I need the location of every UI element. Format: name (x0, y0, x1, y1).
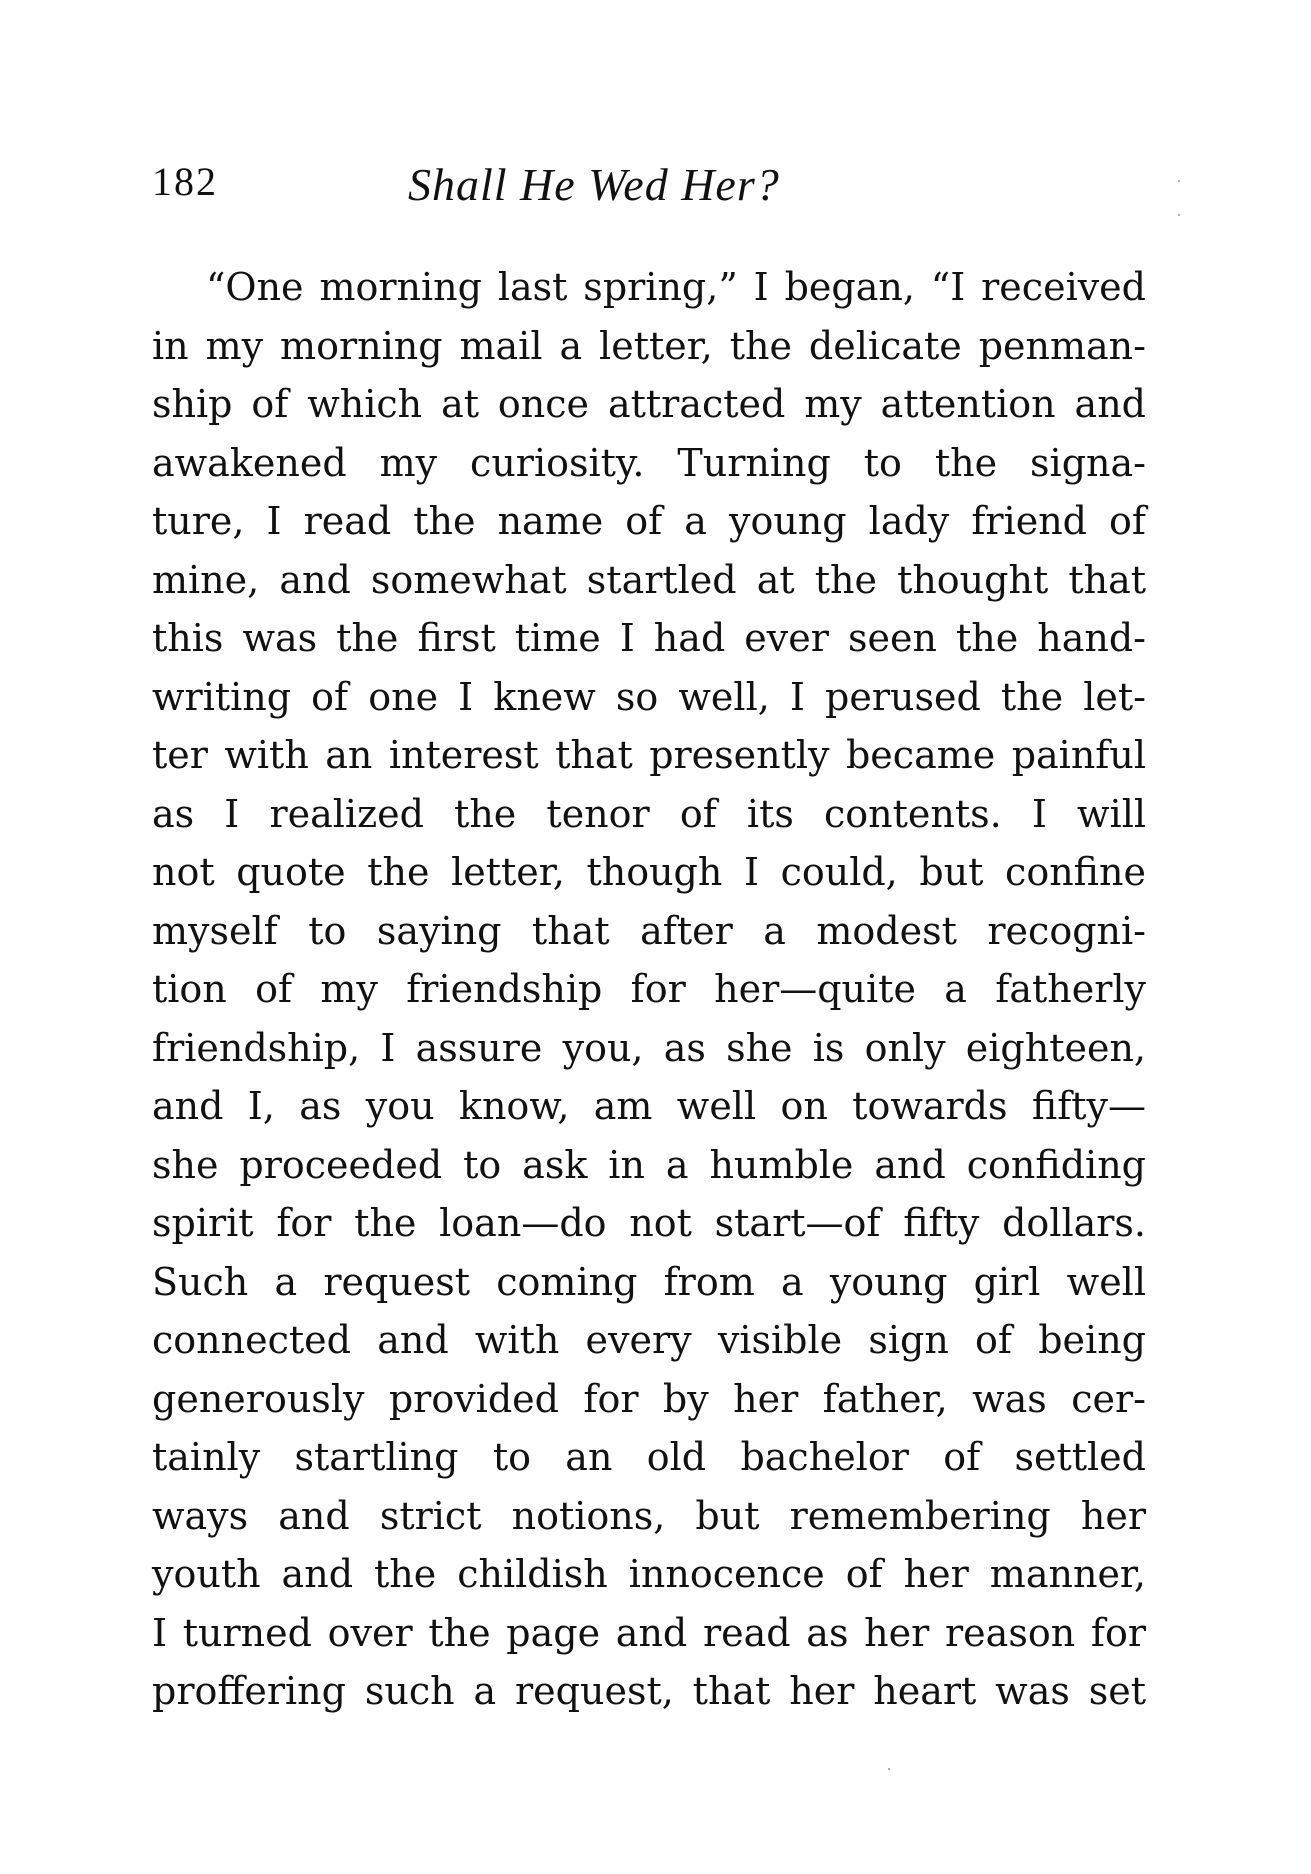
text-line: tainly startling to an old bachelor of settled (152, 1435, 1146, 1479)
text-line: awakened my curiosity. Turning to the signa- (152, 440, 1146, 485)
text-line: ter with an interest that presently became painful (152, 733, 1146, 777)
page-number: 182 (152, 159, 218, 204)
running-head (152, 158, 1152, 218)
text-line: youth and the childish innocence of her manner, (152, 1552, 1146, 1596)
text-line: she proceeded to ask in a humble and confiding (152, 1142, 1146, 1187)
text-line: this was the first time I had ever seen the hand- (152, 616, 1146, 660)
running-title: Shall He Wed Her? (408, 159, 780, 210)
text-line: myself to saying that after a modest recogni- (152, 908, 1146, 953)
text-line: friendship, I assure you, as she is only eighteen, (152, 1025, 1146, 1070)
text-line: as I realized the tenor of its contents. I will (152, 791, 1146, 836)
text-line: proffering such a request, that her heart was set (152, 1669, 1146, 1713)
text-line: ture, I read the name of a young lady friend of (152, 499, 1146, 543)
text-line: ship of which at once attracted my attention and (152, 382, 1146, 426)
text-line: writing of one I knew so well, I perused the let- (152, 674, 1146, 719)
text-line: not quote the letter, though I could, but confine (152, 850, 1146, 894)
text-line: mine, and somewhat startled at the thought that (152, 557, 1146, 602)
text-line: Such a request coming from a young girl well (152, 1259, 1146, 1304)
text-line: generously provided for by her father, was cer- (152, 1376, 1146, 1421)
body-text (152, 258, 1146, 1721)
scan-speck (888, 1768, 890, 1770)
text-line: ways and strict notions, but remembering her (152, 1493, 1146, 1538)
text-line: spirit for the loan—do not start—of fifty dollars. (152, 1201, 1146, 1245)
text-line: in my morning mail a letter, the delicate penman- (152, 323, 1146, 368)
scan-speck (1178, 214, 1180, 216)
text-line: tion of my friendship for her—quite a fatherly (152, 967, 1146, 1011)
text-line: and I, as you know, am well on towards fifty— (152, 1084, 1146, 1128)
text-line: “One morning last spring,” I began, “I received (206, 265, 1146, 309)
text-line: connected and with every visible sign of being (152, 1318, 1146, 1362)
text-line: I turned over the page and read as her reason for (152, 1610, 1146, 1655)
scan-speck (1178, 180, 1180, 182)
